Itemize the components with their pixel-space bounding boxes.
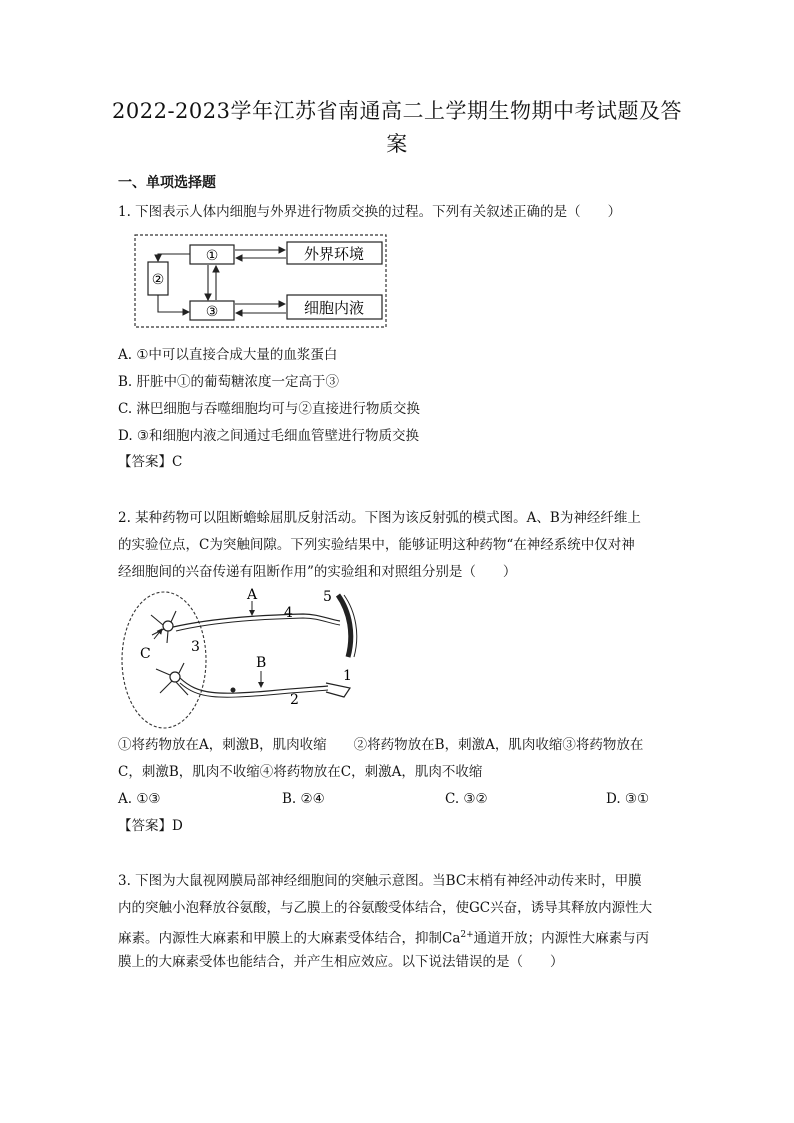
q2-experiment-line-2: C，刺激B，肌肉不收缩④将药物放在C，刺激A，肌肉不收缩 — [118, 764, 483, 780]
q2-experiment-line-1: ①将药物放在A，刺激B，肌肉收缩 ②将药物放在B，刺激A，肌肉收缩③将药物放在 — [118, 737, 644, 753]
document-title — [110, 95, 684, 161]
q1-diagram — [134, 232, 394, 330]
label-4: 4 — [284, 605, 293, 621]
box2-label: ② — [151, 272, 165, 288]
q2-option-d: D. ③① — [606, 791, 650, 807]
q3-line-3b: 通道开放；内源性大麻素与丙 — [473, 930, 650, 947]
label-B: B — [256, 655, 267, 671]
box3-label: ③ — [205, 304, 219, 320]
box1-label: ① — [205, 248, 219, 264]
q1-option-a: A. ①中可以直接合成大量的血浆蛋白 — [118, 347, 338, 363]
q1-stem: 1. 下图表示人体内细胞与外界进行物质交换的过程。下列有关叙述正确的是（ ） — [118, 204, 622, 220]
intracellular-label: 细胞内液 — [303, 299, 365, 317]
q2-answer: 【答案】D — [118, 818, 183, 834]
q1-option-d: D. ③和细胞内液之间通过毛细血管壁进行物质交换 — [118, 428, 420, 444]
label-A: A — [247, 587, 258, 603]
q3-superscript: 2+ — [460, 930, 474, 940]
q2-stem-line-3: 经细胞间的兴奋传递有阻断作用”的实验组和对照组分别是（ ） — [118, 564, 517, 580]
q2-option-b: B. ②④ — [282, 791, 325, 807]
q3-line-2: 内的突触小泡释放谷氨酸，与乙膜上的谷氨酸受体结合，使GC兴奋，诱导其释放内源性大 — [118, 900, 653, 916]
q2-stem-line-1: 2. 某种药物可以阻断蟾蜍屈肌反射活动。下图为该反射弧的模式图。A、B为神经纤维上 — [118, 510, 641, 526]
env-label: 外界环境 — [303, 245, 365, 263]
label-3: 3 — [191, 639, 200, 655]
q3-line-4: 膜上的大麻素受体也能结合，并产生相应效应。以下说法错误的是（ ） — [118, 954, 564, 970]
q2-option-c: C. ③② — [445, 791, 488, 807]
q1-option-c: C. 淋巴细胞与吞噬细胞均可与②直接进行物质交换 — [118, 401, 420, 417]
q3-line-1: 3. 下图为大鼠视网膜局部神经细胞间的突触示意图。当BC末梢有神经冲动传来时，甲膜 — [118, 873, 642, 889]
label-C: C — [140, 646, 151, 662]
q3-line-3a: 麻素。内源性大麻素和甲膜上的大麻素受体结合，抑制Ca — [118, 930, 461, 947]
q2-stem-line-2: 的实验位点，C为突触间隙。下列实验结果中，能够证明这种药物“在神经系统中仅对神 — [118, 537, 635, 553]
q1-answer: 【答案】C — [118, 454, 183, 470]
section-heading: 一、单项选择题 — [118, 175, 216, 191]
q1-option-b: B. 肝脏中①的葡萄糖浓度一定高于③ — [118, 374, 340, 390]
q3-line-3 — [118, 926, 649, 948]
title-line-1: 2022-2023学年江苏省南通高二上学期生物期中考试题及答 — [112, 99, 682, 123]
label-1: 1 — [343, 668, 352, 684]
q2-reflex-arc-diagram — [118, 587, 368, 729]
label-2: 2 — [290, 692, 299, 708]
q2-option-a: A. ①③ — [118, 791, 161, 807]
label-5: 5 — [323, 589, 332, 605]
title-line-2: 案 — [386, 132, 408, 156]
